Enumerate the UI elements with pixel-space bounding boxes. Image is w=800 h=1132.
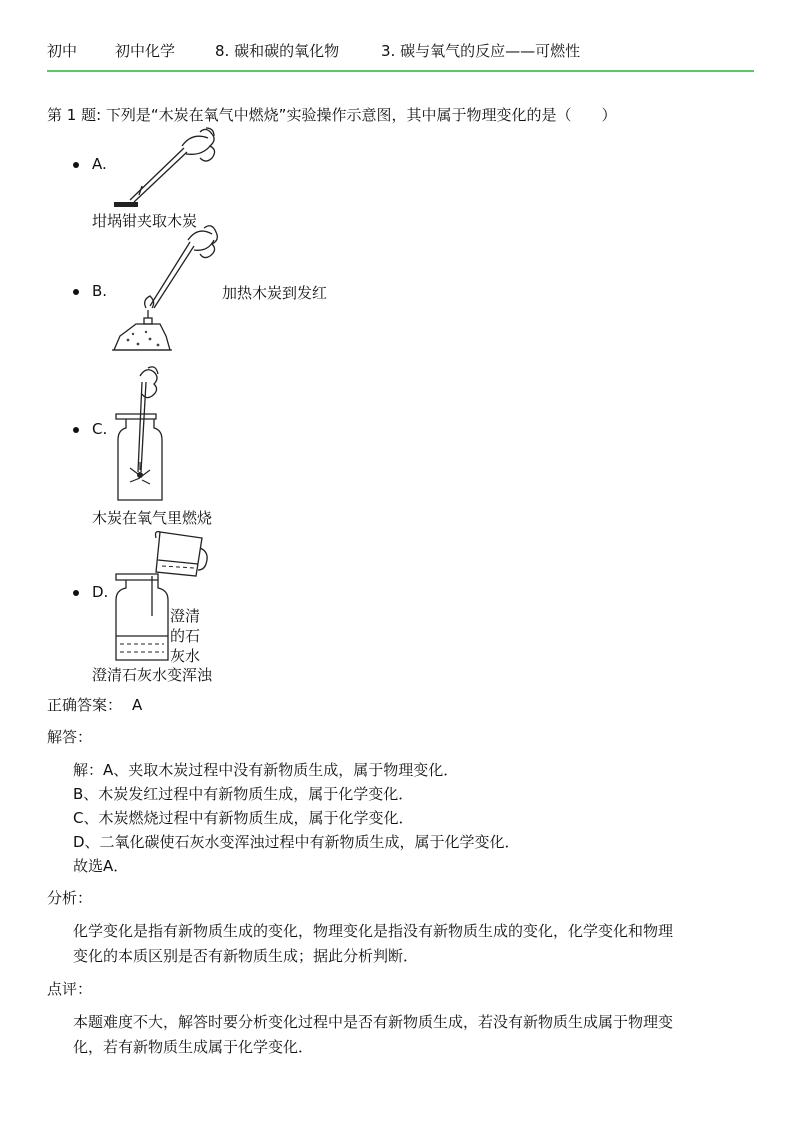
option-c-caption: 木炭在氧气里燃烧 [92, 509, 213, 527]
question-text: 第 1 题: 下列是“木炭在氧气中燃烧”实验操作示意图，其中属于物理变化的是（ ） [47, 106, 617, 124]
solution-label: 解答： [47, 728, 93, 746]
option-d-figure-label-2: 的石 [170, 627, 201, 645]
option-d-figure-limewater-jar [112, 526, 216, 666]
breadcrumb-level3[interactable]: 8. 碳和碳的氧化物 [215, 42, 340, 60]
answer-label: 正确答案： [47, 696, 123, 714]
option-b-bullet [73, 289, 79, 295]
analysis-label: 分析： [47, 889, 93, 907]
analysis-line: 化学变化是指有新物质生成的变化，物理变化是指没有新物质生成的变化，化学变化和物理 [73, 922, 674, 940]
option-d-figure-label-3: 灰水 [170, 647, 201, 665]
breadcrumb-level2[interactable]: 初中化学 [115, 42, 176, 60]
option-a-bullet [73, 162, 79, 168]
option-c-figure-oxygen-jar [112, 362, 172, 508]
option-d-figure-label-1: 澄清 [170, 607, 201, 625]
solution-line: B、木炭发红过程中有新物质生成，属于化学变化． [73, 785, 414, 803]
option-c-bullet [73, 427, 79, 433]
header-divider [47, 70, 754, 72]
analysis-line: 变化的本质区别是否有新物质生成；据此分析判断． [73, 947, 419, 965]
answer-value: A [132, 696, 143, 714]
option-b-caption: 加热木炭到发红 [222, 284, 328, 302]
option-b-letter[interactable]: B. [92, 282, 108, 300]
option-d-caption: 澄清石灰水变浑浊 [92, 666, 213, 684]
option-a-figure-crucible-tongs [112, 126, 226, 210]
comment-line: 本题难度不大，解答时要分析变化过程中是否有新物质生成，若没有新物质生成属于物理变 [73, 1013, 674, 1031]
option-a-caption: 坩埚钳夹取木炭 [92, 212, 198, 230]
breadcrumb-level4[interactable]: 3. 碳与氧气的反应——可燃性 [381, 42, 581, 60]
option-b-figure-alcohol-lamp [108, 222, 228, 362]
solution-line: C、木炭燃烧过程中有新物质生成，属于化学变化． [73, 809, 414, 827]
solution-line: 故选A． [73, 857, 129, 875]
option-d-bullet [73, 590, 79, 596]
breadcrumb-level1[interactable]: 初中 [47, 42, 78, 60]
option-d-letter[interactable]: D. [92, 583, 109, 601]
solution-line: 解：A、夹取木炭过程中没有新物质生成，属于物理变化． [73, 761, 459, 779]
solution-line: D、二氧化碳使石灰水变浑浊过程中有新物质生成，属于化学变化． [73, 833, 520, 851]
option-c-letter[interactable]: C. [92, 420, 108, 438]
option-a-letter[interactable]: A. [92, 155, 107, 173]
comment-label: 点评： [47, 980, 93, 998]
comment-line: 化，若有新物质生成属于化学变化． [73, 1038, 314, 1056]
